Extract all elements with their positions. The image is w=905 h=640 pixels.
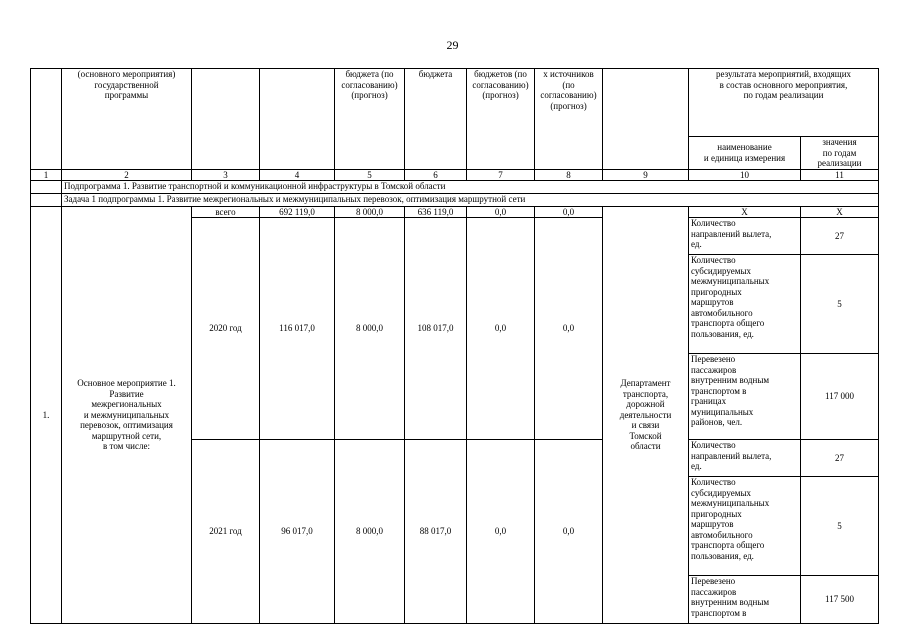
column-number: 2 (62, 169, 192, 180)
activity-name: Основное мероприятие 1. Развитие межрегиональных и межмуниципальных перевозок, оптимизация маршрутной сети, в том числе: (62, 206, 192, 624)
header-results-group: результата мероприятий, входящих в состав основного мероприятия, по годам реализации (689, 69, 879, 137)
year-col4: 96 017,0 (260, 440, 335, 624)
indicator-name: Количество субсидируемых межмуниципальных пригородных маршрутов автомобильного транспорта общего пользования, ед. (689, 477, 801, 576)
indicator-name: Количество субсидируемых межмуниципальных пригородных маршрутов автомобильного транспорта общего пользования, ед. (689, 255, 801, 354)
year-col8: 0,0 (535, 218, 603, 440)
header-col2: (основного мероприятия) государственной программы (62, 69, 192, 170)
indicator-value: 117 000 (801, 354, 879, 440)
year-label: 2021 год (192, 440, 260, 624)
column-number: 9 (603, 169, 689, 180)
column-number: 5 (335, 169, 405, 180)
executor: Департамент транспорта, дорожной деятельности и связи Томской области (603, 206, 689, 624)
year-col6: 88 017,0 (405, 440, 467, 624)
header-col7: бюджетов (по согласованию) (прогноз) (467, 69, 535, 170)
column-number: 7 (467, 169, 535, 180)
year-col5: 8 000,0 (335, 218, 405, 440)
total-col10: Х (689, 206, 801, 218)
header-col10: наименование и единица измерения (689, 137, 801, 170)
indicator-name: Количество направлений вылета, ед. (689, 218, 801, 255)
program-table (30, 68, 879, 624)
header-col11: значения по годам реализации (801, 137, 879, 170)
total-col6: 636 119,0 (405, 206, 467, 218)
header-row-top (31, 69, 879, 137)
year-col5: 8 000,0 (335, 440, 405, 624)
header-col6: бюджета (405, 69, 467, 170)
column-number: 6 (405, 169, 467, 180)
column-number: 10 (689, 169, 801, 180)
column-number: 8 (535, 169, 603, 180)
task-title: Задача 1 подпрограммы 1. Развитие межрегиональных и межмуниципальных перевозок, оптимизация маршрутной сети (62, 193, 879, 206)
total-col11: Х (801, 206, 879, 218)
indicator-value: 5 (801, 477, 879, 576)
indicator-value: 117 500 (801, 576, 879, 624)
indicator-name: Перевезено пассажиров внутренним водным транспортом в границах муниципальных районов, чел. (689, 354, 801, 440)
column-number: 3 (192, 169, 260, 180)
total-col8: 0,0 (535, 206, 603, 218)
indicator-value: 27 (801, 440, 879, 477)
year-col6: 108 017,0 (405, 218, 467, 440)
column-number-row (31, 169, 879, 180)
activity-number: 1. (31, 206, 62, 624)
header-col5: бюджета (по согласованию) (прогноз) (335, 69, 405, 170)
total-col7: 0,0 (467, 206, 535, 218)
year-col7: 0,0 (467, 218, 535, 440)
indicator-value: 5 (801, 255, 879, 354)
subprogram-row (31, 180, 879, 193)
column-number: 1 (31, 169, 62, 180)
total-col5: 8 000,0 (335, 206, 405, 218)
total-col4: 692 119,0 (260, 206, 335, 218)
column-number: 11 (801, 169, 879, 180)
column-number: 4 (260, 169, 335, 180)
subprogram-title: Подпрограмма 1. Развитие транспортной и коммуникационной инфраструктуры в Томской области (62, 180, 879, 193)
year-col4: 116 017,0 (260, 218, 335, 440)
page-number: 29 (446, 38, 459, 52)
year-label: 2020 год (192, 218, 260, 440)
total-row (31, 206, 879, 218)
task-row (31, 193, 879, 206)
total-label: всего (192, 206, 260, 218)
year-col7: 0,0 (467, 440, 535, 624)
indicator-name: Перевезено пассажиров внутренним водным транспортом в (689, 576, 801, 624)
header-col8: х источников (по согласованию) (прогноз) (535, 69, 603, 170)
indicator-name: Количество направлений вылета, ед. (689, 440, 801, 477)
indicator-value: 27 (801, 218, 879, 255)
year-col8: 0,0 (535, 440, 603, 624)
